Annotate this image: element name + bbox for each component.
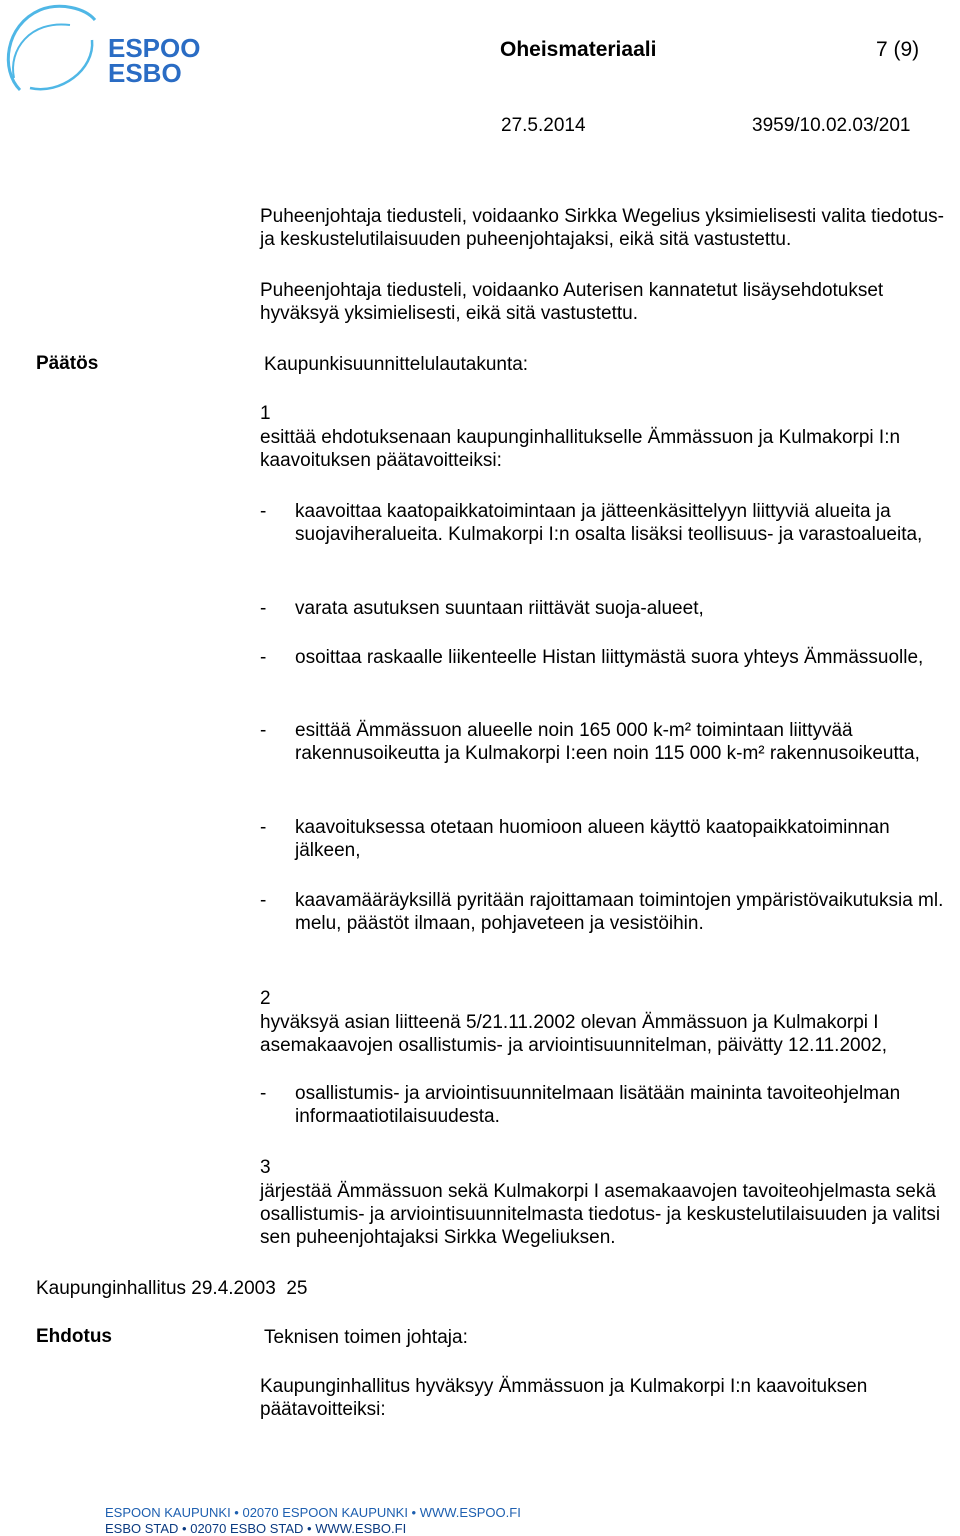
page-number: 7 (9) [876, 38, 920, 61]
bullet-item: kaavamääräyksillä pyritään rajoittamaan toimintojen ympäristövaikutuksia ml. melu, päästöt ilmaan, pohjaveteen ja vesistöihin. [295, 890, 944, 934]
bullet-dash: - [260, 647, 267, 668]
item-1-number: 1 [260, 403, 271, 424]
bullet-item: osallistumis- ja arviointisuunnitelmaan lisätään maininta tavoiteohjelman informaatiotilaisuudesta. [295, 1083, 901, 1127]
document-reference: 3959/10.02.03/201 [752, 115, 911, 136]
footer-line-2: ESBO STAD • 02070 ESBO STAD • WWW.ESBO.FI [105, 1521, 407, 1536]
bullet-dash: - [260, 720, 267, 741]
logo-text-2: ESBO [108, 58, 182, 88]
bullet-item: kaavoittaa kaatopaikkatoimintaan ja jätteenkäsittelyyn liittyviä alueita ja suojaviheralueita. Kulmakorpi I:n osalta lisäksi teollisuus- ja varastoalueita, [295, 501, 923, 545]
bullet-item: osoittaa raskaalle liikenteelle Histan liittymästä suora yhteys Ämmässuolle, [295, 647, 924, 668]
bullet-dash: - [260, 817, 267, 838]
proposal-label: Ehdotus [36, 1326, 112, 1347]
item-2-text: hyväksyä asian liitteenä 5/21.11.2002 olevan Ämmässuon ja Kulmakorpi I asemakaavojen osallistumis- ja arviointisuunnitelman, päivätty 12.11.2002, [260, 1012, 887, 1056]
intro-paragraph-2: Puheenjohtaja tiedusteli, voidaanko Auterisen kannatetut lisäysehdotukset hyväksyä yksimielisesti, eikä sitä vastustettu. [260, 280, 884, 324]
bullet-item: esittää Ämmässuon alueelle noin 165 000 k-m² toimintaan liittyvää rakennusoikeutta ja Kulmakorpi I:een noin 115 000 k-m² rakennusoikeutta, [295, 720, 920, 764]
proposal-text: Kaupunginhallitus hyväksyy Ämmässuon ja Kulmakorpi I:n kaavoituksen päätavoitteiksi: [260, 1376, 868, 1420]
bullet-dash: - [260, 501, 267, 522]
bullet-dash: - [260, 890, 267, 911]
item-1-text: esittää ehdotuksenaan kaupunginhallitukselle Ämmässuon ja Kulmakorpi I:n kaavoituksen päätavoitteiksi: [260, 427, 901, 471]
item-3-text: järjestää Ämmässuon sekä Kulmakorpi I asemakaavojen tavoiteohjelmasta sekä osallistumis- ja arviointisuunnitelmasta tiedotus- ja keskustelutilaisuuden ja valitsi sen puheenjohtajaksi Sirkka Wegeliuksen. [260, 1181, 941, 1248]
bullet-dash: - [260, 1083, 267, 1104]
item-2-number: 2 [260, 988, 271, 1009]
bullet-item: varata asutuksen suuntaan riittävät suoja-alueet, [295, 598, 704, 619]
proposal-body: Teknisen toimen johtaja: [264, 1327, 468, 1348]
intro-paragraph-1: Puheenjohtaja tiedusteli, voidaanko Sirkka Wegelius yksimielisesti valita tiedotus- ja keskustelutilaisuuden puheenjohtajaksi, eikä sitä vastustettu. [260, 206, 944, 250]
bullet-item: kaavoituksessa otetaan huomioon alueen käyttö kaatopaikkatoiminnan jälkeen, [295, 817, 890, 861]
espoo-logo [0, 0, 210, 100]
bullet-dash: - [260, 598, 267, 619]
meeting-line: Kaupunginhallitus 29.4.2003 25 [36, 1278, 308, 1299]
decision-label: Päätös [36, 353, 99, 374]
document-title: Oheismateriaali [500, 38, 657, 61]
footer-line-1: ESPOON KAUPUNKI • 02070 ESPOON KAUPUNKI • WWW.ESPOO.FI [105, 1505, 521, 1520]
logo-text-1: ESPOO [108, 33, 201, 63]
document-date: 27.5.2014 [501, 115, 586, 136]
decision-body: Kaupunkisuunnittelulautakunta: [264, 354, 529, 375]
item-3-number: 3 [260, 1157, 271, 1178]
